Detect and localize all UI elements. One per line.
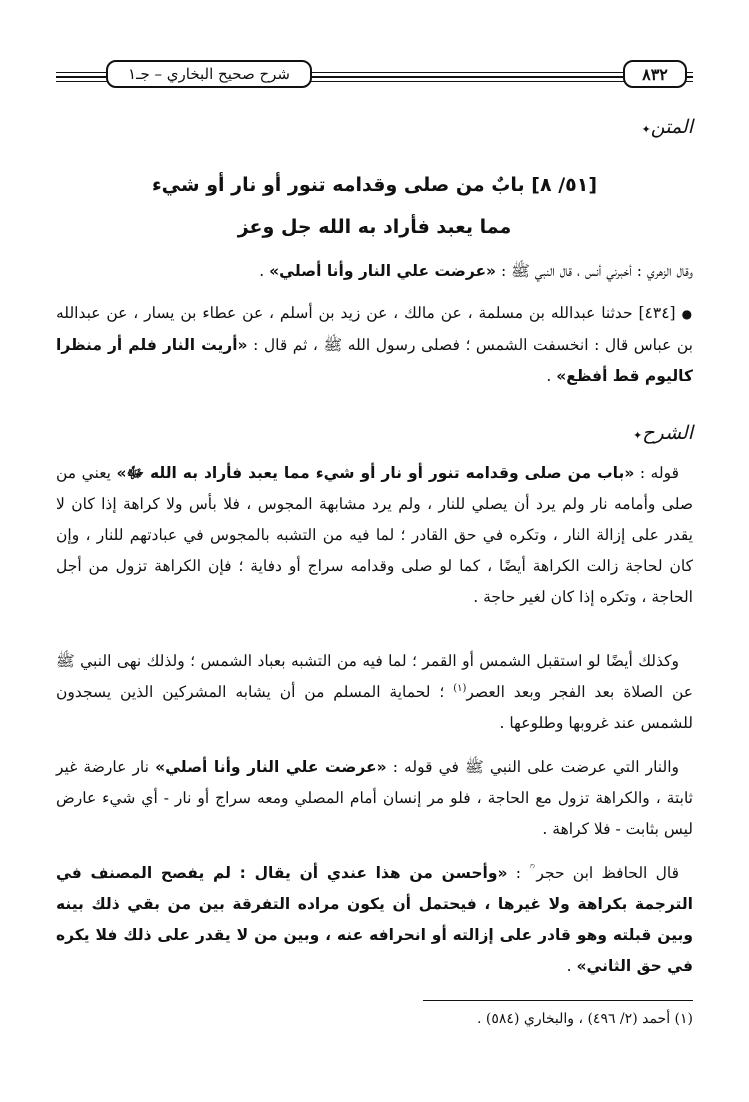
- section-label-text: المتن: [650, 116, 693, 138]
- chapter-heading: [56, 164, 693, 248]
- section-label-text: الشرح: [642, 422, 693, 444]
- isnad-text: [٤٣٤] حدثنا عبدالله بن مسلمة ، عن مالك ، عن زيد بن أسلم ، عن عطاء بن يسار ، عن عبدالله بن عباس قال : انخسفت الشمس ؛ فصلى رسول الله ﷺ ، ثم قال :: [56, 304, 693, 354]
- prophetic-quote: «عرضت علي النار وأنا أصلي»: [155, 758, 387, 776]
- commentary-text: ؛ لحماية المسلم من أن يشابه المشركين الذين يسجدون للشمس عند غروبها وطلوعها .: [56, 683, 693, 732]
- footnote-reference[interactable]: (١): [453, 682, 467, 694]
- chapter-heading-line: [٥١/ ٨] بابٌ من صلى وقدامه تنور أو نار أو شيء: [151, 174, 598, 196]
- ornament-icon: ✦: [633, 429, 643, 442]
- prophetic-quote: «عرضت علي النار وأنا أصلي»: [269, 262, 497, 280]
- matn-zuhri-paragraph: [56, 256, 693, 287]
- commentary-paragraph: [56, 458, 693, 613]
- ornament-icon: ✦: [641, 123, 651, 136]
- footnote: (١) أحمد (٢/ ٤٩٦) ، والبخاري (٥٨٤) .: [477, 1011, 693, 1027]
- running-header: [56, 56, 693, 96]
- commentary-paragraph: [56, 858, 693, 982]
- scholar-quote: «وأحسن من هذا عندي أن يقال : لم يفصح المصنف في الترجمة بكراهة ولا غيرها ، فيحتمل أن يكون مراده التفرقة بين من بقي ذلك بينه وبين قبلته وهو قادر على إزالته أو انحرافه عنه ، وبين من لا يقدر على ذلك فلا يكره في حق الثاني»: [56, 864, 693, 975]
- punctuation: .: [566, 957, 577, 975]
- matn-hadith-paragraph: [56, 298, 693, 392]
- commentary-paragraph: [56, 752, 693, 845]
- commentary-text: قال الحافظ ابن حجر ؒ :: [507, 864, 679, 882]
- commentary-text: يعني من صلى وأمامه نار ولم يرد أن يصلي للنار ، ولم يرد مشابهة المجوس ، فلا بأس ولا كراهة إذا كان لا يقدر على إزالة النار ، وتكره في حق القادر ؛ لما فيه من التشبه بالمجوس في عبادتهم للنار ، وإن كان لحاجة زالت الكراهة أيضًا ، كما لو صلى وقدامه سراج أو دفاية ؛ فإن الكراهة تزول من أجل الحاجة ، وتكره إذا كان لغير حاجة .: [56, 464, 693, 606]
- matn-section-label: [639, 116, 693, 138]
- sharh-section-label: [630, 422, 693, 444]
- bullet-icon: ●: [681, 307, 693, 321]
- running-title: شرح صحيح البخاري – جـ١: [106, 60, 312, 88]
- punctuation: .: [546, 367, 557, 385]
- commentary-text: قوله :: [634, 464, 679, 482]
- commentary-text: وكذلك أيضًا لو استقبل الشمس أو القمر ؛ لما فيه من التشبه بعباد الشمس ؛ ولذلك نهى النبي ﷺ عن الصلاة بعد الفجر وبعد العصر: [56, 652, 693, 701]
- punctuation: .: [259, 262, 270, 280]
- commentary-text: نار عارضة غير ثابتة ، والكراهة تزول مع الحاجة ، فلو مر إنسان أمام المصلي ومعه سراج أو نار - أي شيء عارض ليس بثابت - فلا كراهة .: [56, 758, 693, 838]
- commentary-text: والنار التي عرضت على النبي ﷺ في قوله :: [386, 758, 679, 776]
- page-number: ٨٣٢: [623, 60, 687, 88]
- chapter-title-quote: «باب من صلى وقدامه تنور أو نار أو شيء مما يعبد فأراد به الله ﷻ»: [116, 464, 635, 482]
- commentary-paragraph: [56, 646, 693, 739]
- chapter-heading-line: مما يعبد فأراد به الله جل وعز: [237, 216, 512, 238]
- prophetic-quote: «أريت النار فلم أر منظرا كاليوم قط أفظع»: [56, 336, 693, 385]
- narration-text: وقال الزهري : أخبرني أنس ، قال النبي ﷺ :: [496, 262, 693, 280]
- book-page: [56, 56, 693, 1066]
- footnote-rule: [423, 1000, 693, 1001]
